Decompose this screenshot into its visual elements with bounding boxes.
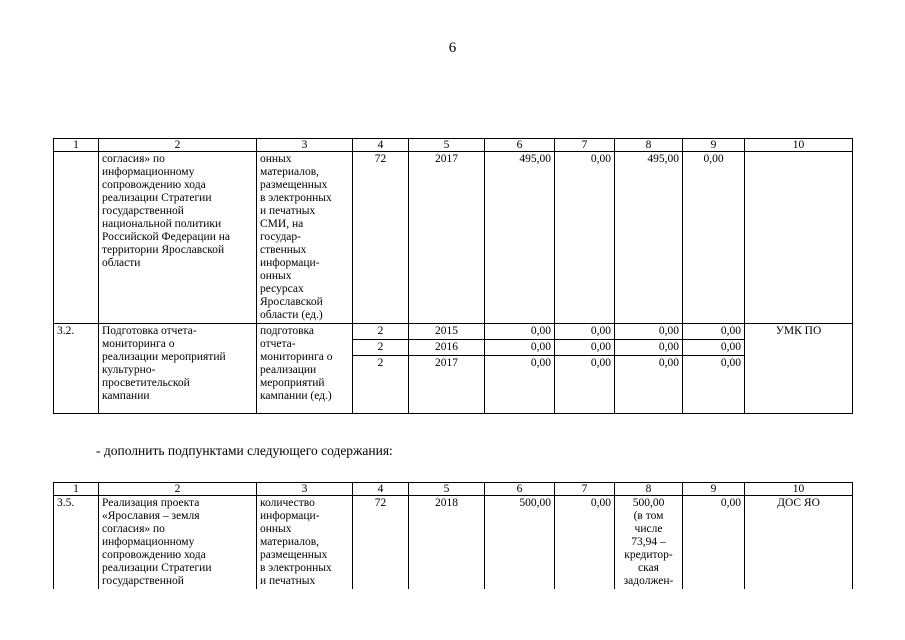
text-line: реализации мероприятий — [102, 351, 226, 363]
indicator-value-cell: 72 — [353, 496, 409, 590]
indicator-value-cell: 2 — [353, 324, 409, 340]
funding-other-cell: 0,00 — [683, 152, 745, 324]
header-cell: 5 — [409, 139, 485, 152]
text-line: согласия» по — [102, 523, 165, 535]
plan-table-addition — [53, 482, 853, 589]
funding-federal-cell: 0,00 — [555, 324, 615, 340]
text-line: задолжен- — [623, 575, 674, 587]
funding-total-cell: 0,00 — [485, 356, 555, 414]
header-cell: 8 — [615, 139, 683, 152]
funding-other-cell: 0,00 — [683, 340, 745, 356]
text-line: области (ед.) — [260, 309, 323, 321]
header-cell: 4 — [353, 139, 409, 152]
table-row-3-2 — [54, 324, 853, 340]
funding-other-cell: 0,00 — [683, 356, 745, 414]
year-cell: 2017 — [409, 356, 485, 414]
text-line: и печатных — [260, 575, 316, 587]
text-line: ская — [638, 562, 659, 574]
header-cell: 8 — [615, 483, 683, 496]
funding-federal-cell: 0,00 — [555, 496, 615, 590]
year-cell: 2016 — [409, 340, 485, 356]
activity-name-cell — [99, 152, 257, 324]
indicator-value-cell: 2 — [353, 340, 409, 356]
text-line: числе — [634, 523, 663, 535]
header-cell: 10 — [745, 483, 853, 496]
executor-cell: ДОС ЯО — [745, 496, 853, 590]
text-line: онных — [260, 270, 292, 282]
text-line: мониторинга о — [260, 351, 333, 363]
text-line: государственной — [102, 575, 184, 587]
header-cell: 3 — [257, 483, 353, 496]
funding-total-cell: 495,00 — [485, 152, 555, 324]
funding-regional-cell — [615, 496, 683, 590]
row-number-cell: 3.5. — [54, 496, 99, 590]
funding-regional-cell: 495,00 — [615, 152, 683, 324]
funding-other-cell: 0,00 — [683, 496, 745, 590]
header-cell: 6 — [485, 483, 555, 496]
header-cell: 2 — [99, 139, 257, 152]
text-line: количество — [260, 497, 315, 509]
text-line: области — [102, 257, 141, 269]
plan-table-continuation — [53, 138, 853, 414]
text-line: согласия» по — [102, 153, 165, 165]
funding-total-cell: 0,00 — [485, 324, 555, 340]
row-number-cell: 3.2. — [54, 324, 99, 414]
header-cell: 6 — [485, 139, 555, 152]
text-line: ственных — [260, 244, 307, 256]
text-line: мониторинга о — [102, 338, 175, 350]
indicator-value-cell: 2 — [353, 356, 409, 414]
text-line: сопровождению хода — [102, 549, 206, 561]
text-line: реализации — [260, 364, 317, 376]
indicator-cell — [257, 152, 353, 324]
text-line: кампании (ед.) — [260, 390, 332, 402]
table-row-continuation — [54, 152, 853, 324]
text-line: государ- — [260, 231, 301, 243]
connector-text: - дополнить подпунктами следующего содержания: — [96, 443, 393, 458]
header-cell: 7 — [555, 483, 615, 496]
funding-federal-cell: 0,00 — [555, 152, 615, 324]
indicator-cell — [257, 496, 353, 590]
text-line: СМИ, на — [260, 218, 304, 230]
text-line: территории Ярославской — [102, 244, 225, 256]
table-header-row — [54, 483, 853, 496]
header-cell: 9 — [683, 483, 745, 496]
header-cell: 4 — [353, 483, 409, 496]
text-line: и печатных — [260, 205, 316, 217]
table-row-3-5 — [54, 496, 853, 590]
text-line: реализации Стратегии — [102, 192, 212, 204]
text-line: сопровождению хода — [102, 179, 206, 191]
text-line: кредитор- — [624, 549, 673, 561]
header-cell: 2 — [99, 483, 257, 496]
header-cell: 10 — [745, 139, 853, 152]
funding-total-cell: 500,00 — [485, 496, 555, 590]
text-line: материалов, — [260, 166, 320, 178]
text-line: реализации Стратегии — [102, 562, 212, 574]
header-cell: 7 — [555, 139, 615, 152]
funding-federal-cell: 0,00 — [555, 340, 615, 356]
text-line: 73,94 – — [631, 536, 666, 548]
indicator-cell — [257, 324, 353, 414]
row-number-cell — [54, 152, 99, 324]
text-line: информационному — [102, 536, 195, 548]
text-line: государственной — [102, 205, 184, 217]
text-line: Подготовка отчета- — [102, 325, 197, 337]
header-cell: 3 — [257, 139, 353, 152]
page-number: 6 — [448, 40, 457, 56]
funding-federal-cell: 0,00 — [555, 356, 615, 414]
text-line: «Ярославия – земля — [102, 510, 200, 522]
text-line: национальной политики — [102, 218, 222, 230]
header-cell: 9 — [683, 139, 745, 152]
year-cell: 2018 — [409, 496, 485, 590]
text-line: (в том — [633, 510, 664, 522]
text-line: подготовка — [260, 325, 315, 337]
text-line: размещенных — [260, 179, 328, 191]
header-cell: 1 — [54, 139, 99, 152]
text-line: размещенных — [260, 549, 328, 561]
text-line: информаци- — [260, 510, 320, 522]
executor-cell: УМК ПО — [745, 324, 853, 414]
header-cell: 1 — [54, 483, 99, 496]
text-line: информационному — [102, 166, 195, 178]
funding-regional-cell: 0,00 — [615, 356, 683, 414]
text-line: онных — [260, 153, 292, 165]
table-header-row — [54, 139, 853, 152]
funding-regional-cell: 0,00 — [615, 324, 683, 340]
text-line: Реализация проекта — [102, 497, 200, 509]
text-line: просветительской — [102, 377, 190, 389]
text-line: Ярославской — [260, 296, 323, 308]
text-line: информаци- — [260, 257, 320, 269]
text-line: культурно- — [102, 364, 156, 376]
funding-total-cell: 0,00 — [485, 340, 555, 356]
year-cell: 2015 — [409, 324, 485, 340]
header-cell: 5 — [409, 483, 485, 496]
executor-cell — [745, 152, 853, 324]
year-cell: 2017 — [409, 152, 485, 324]
text-line: в электронных — [260, 192, 332, 204]
text-line: отчета- — [260, 338, 296, 350]
text-line: кампании — [102, 390, 150, 402]
text-line: в электронных — [260, 562, 332, 574]
text-line: мероприятий — [260, 377, 325, 389]
text-line: Российской Федерации на — [102, 231, 230, 243]
text-line: 500,00 — [632, 497, 665, 509]
text-line: онных — [260, 523, 292, 535]
text-line: ресурсах — [260, 283, 304, 295]
funding-other-cell: 0,00 — [683, 324, 745, 340]
indicator-value-cell: 72 — [353, 152, 409, 324]
text-line: материалов, — [260, 536, 320, 548]
activity-name-cell — [99, 324, 257, 414]
funding-regional-cell: 0,00 — [615, 340, 683, 356]
activity-name-cell — [99, 496, 257, 590]
